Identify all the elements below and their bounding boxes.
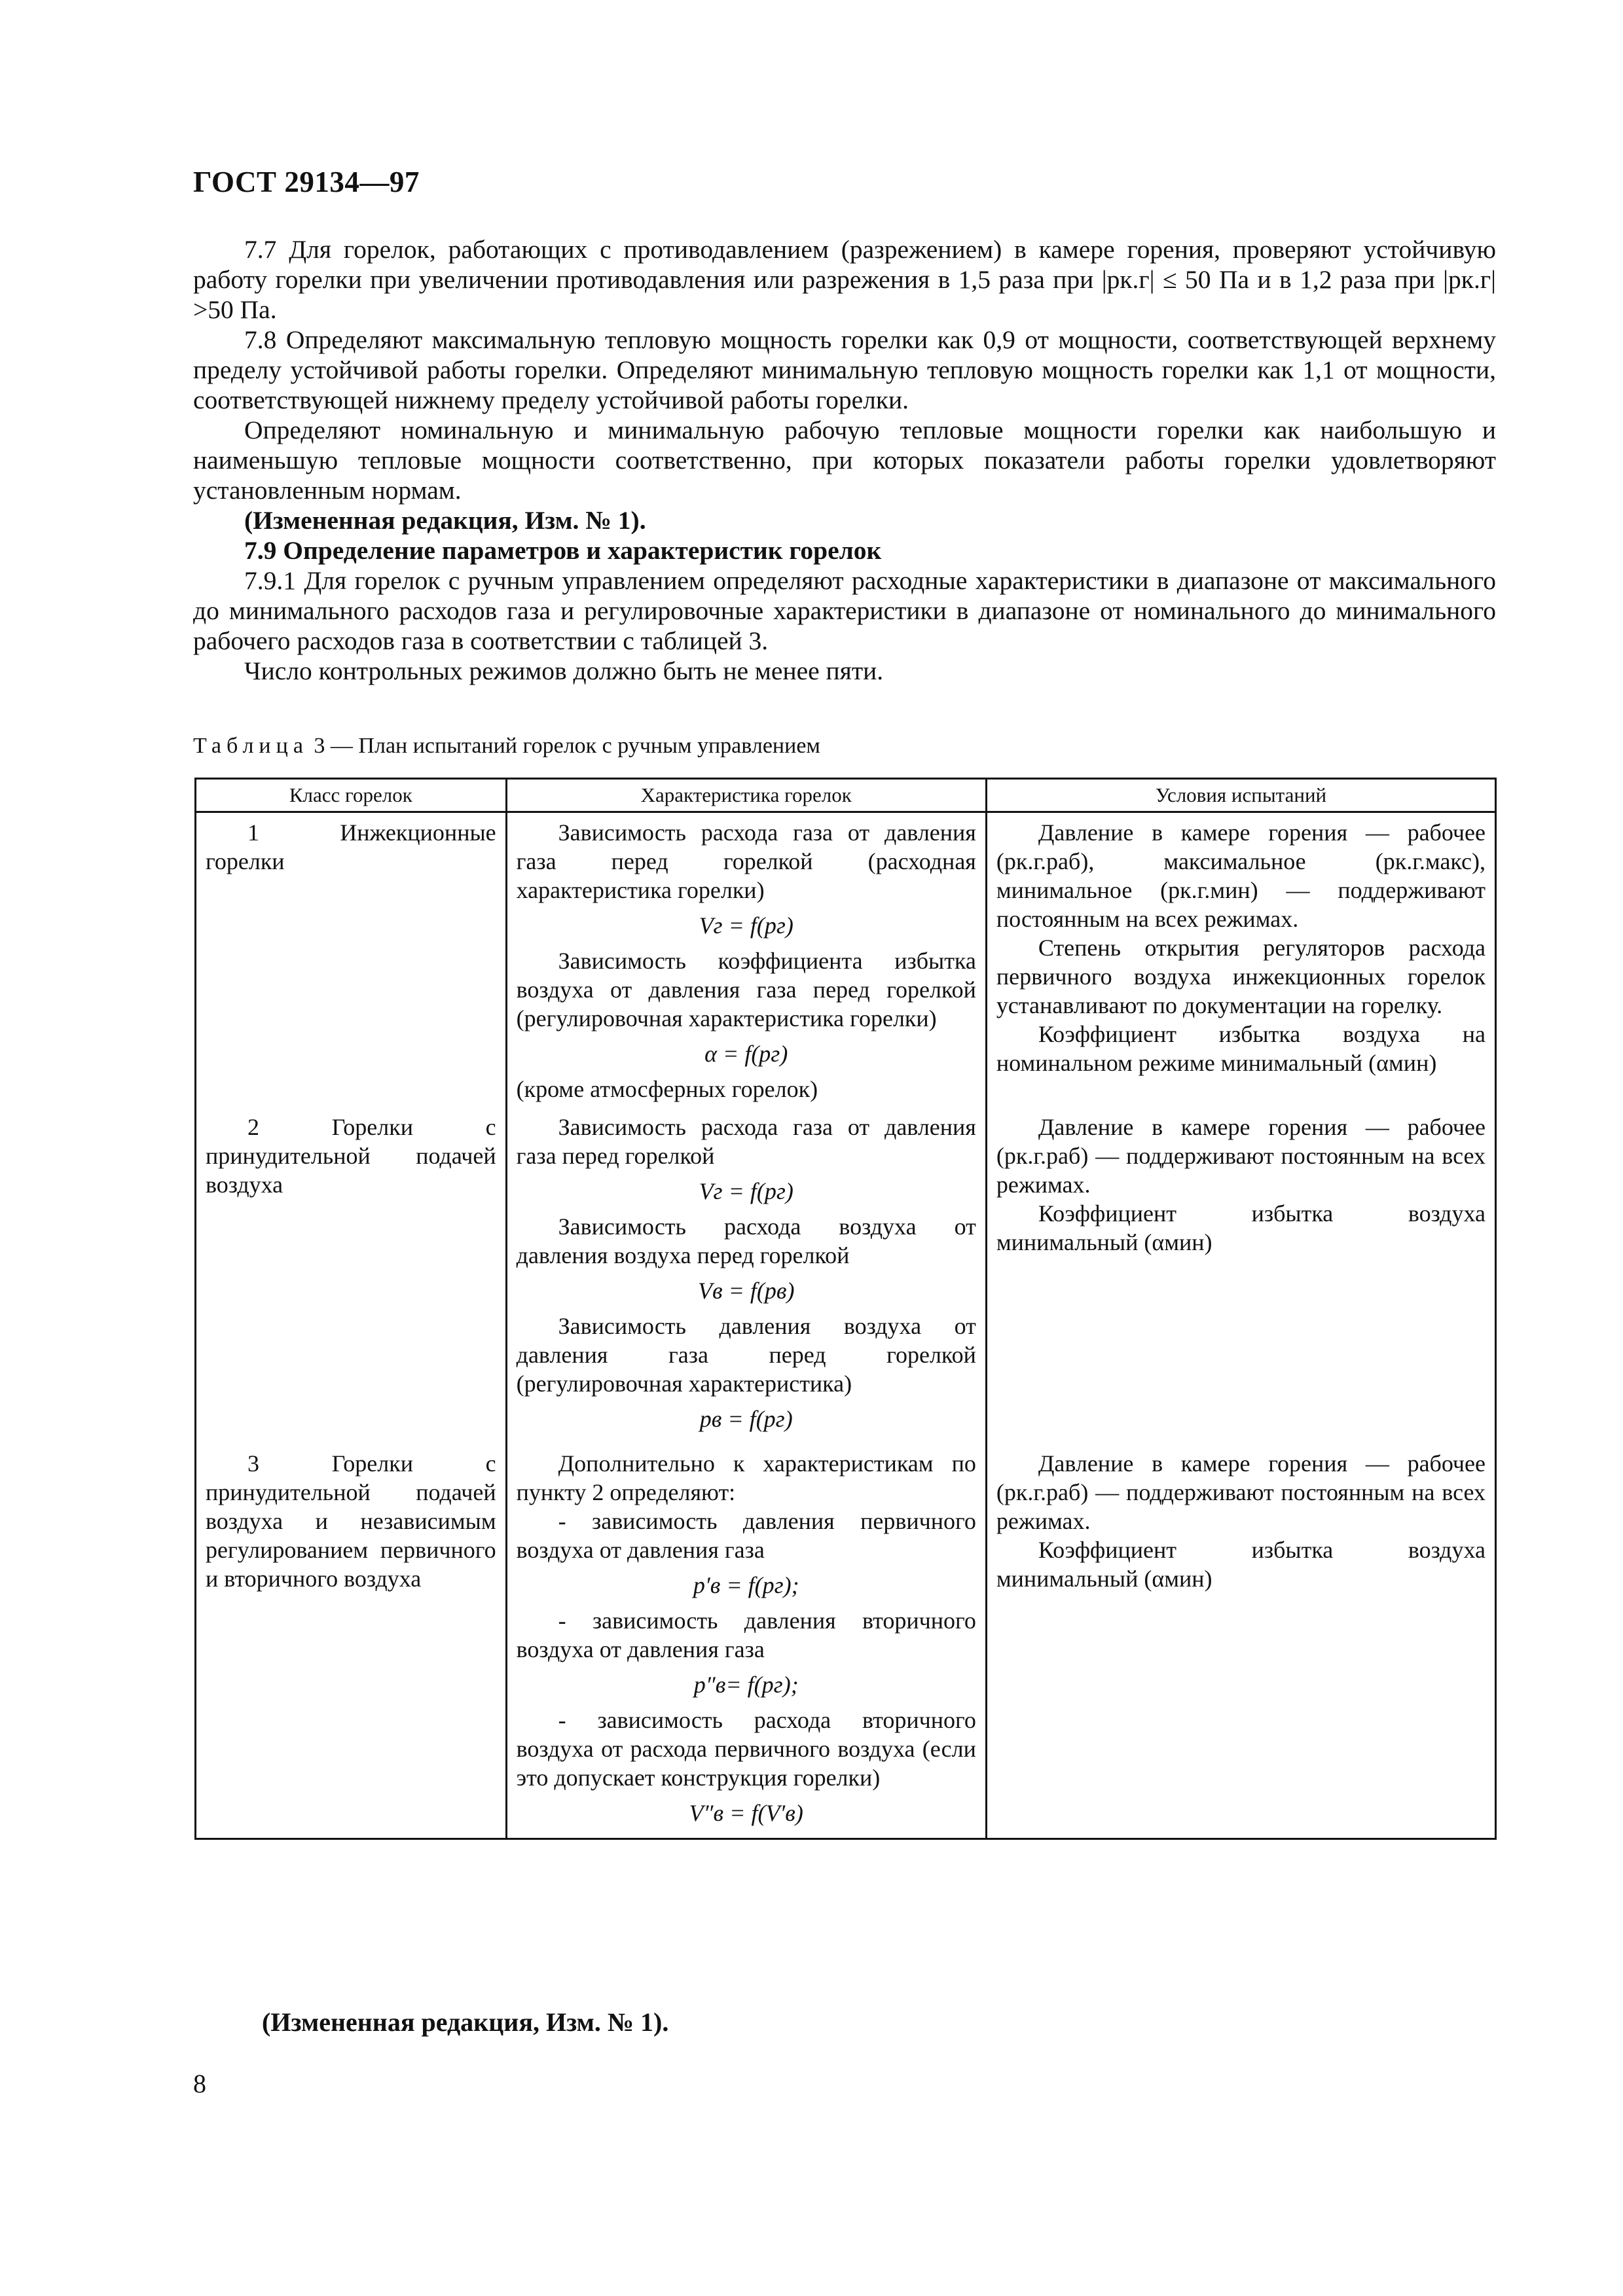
table-row xyxy=(196,1444,1496,1839)
characteristic-text: - зависимость давления первичного воздуха от давления газа xyxy=(516,1508,976,1563)
page-number: 8 xyxy=(193,2069,206,2098)
characteristic-cell xyxy=(506,1444,986,1839)
paragraph-7-9-1-cont: Число контрольных режимов должно быть не менее пяти. xyxy=(244,656,884,685)
characteristic-text: Зависимость давления воздуха от давления газа перед горелкой (регулировочная характеристика) xyxy=(516,1313,976,1397)
paragraph-7-8: 7.8 Определяют максимальную тепловую мощность горелки как 0,9 от мощности, соответствующей верхнему пределу устойчивой работы горелки. Определяют минимальную тепловую мощность горелки как 1,1 от мощности, соответствующей нижнему пределу устойчивой работы горелки. xyxy=(193,325,1496,414)
burner-class-cell xyxy=(196,812,507,1108)
conditions-cell xyxy=(986,1107,1495,1444)
document-header: ГОСТ 29134—97 xyxy=(193,166,420,198)
characteristic-cell xyxy=(506,1107,986,1444)
table-header-row xyxy=(196,779,1496,812)
column-header-class: Класс горелок xyxy=(196,779,507,812)
characteristic-text: Зависимость расхода газа от давления газа перед горелкой (расходная характеристика горелки) xyxy=(516,819,976,903)
burner-class-cell xyxy=(196,1107,507,1444)
conditions-cell xyxy=(986,812,1495,1108)
burner-class-cell xyxy=(196,1444,507,1839)
formula: p″в= f(pг); xyxy=(693,1672,799,1698)
formula: α = f(pг) xyxy=(704,1041,788,1067)
characteristic-note: (кроме атмосферных горелок) xyxy=(516,1076,818,1102)
formula: Vг = f(pг) xyxy=(699,1178,793,1204)
formula: pв = f(pг) xyxy=(699,1406,793,1432)
table-row xyxy=(196,1107,1496,1444)
condition-text: Степень открытия регуляторов расхода первичного воздуха инжекционных горелок устанавливают по документации на горелку. xyxy=(996,935,1486,1018)
burner-class-label: 2 Горелки с принудительной подачей воздуха xyxy=(206,1114,496,1198)
body-text xyxy=(193,234,1496,686)
condition-text: Коэффициент избытка воздуха на номинальном режиме минимальный (αмин) xyxy=(996,1021,1486,1076)
paragraph-7-8-cont: Определяют номинальную и минимальную рабочую тепловые мощности горелки как наибольшую и наименьшую тепловые мощности соответственно, при которых показатели работы горелки удовлетворяют установленным нормам. xyxy=(193,416,1496,505)
burner-class-label: 1 Инжекционные горелки xyxy=(206,819,496,874)
table-caption xyxy=(193,733,820,759)
characteristic-cell xyxy=(506,812,986,1108)
table-caption-title: 3 — План испытаний горелок с ручным управлением xyxy=(314,734,820,758)
formula: Vв = f(pв) xyxy=(697,1278,795,1304)
conditions-cell xyxy=(986,1444,1495,1839)
column-header-characteristic: Характеристика горелок xyxy=(506,779,986,812)
condition-text: Коэффициент избытка воздуха минимальный (αмин) xyxy=(996,1200,1486,1255)
test-plan-table xyxy=(194,778,1497,1840)
formula: p′в = f(pг); xyxy=(693,1572,799,1598)
amendment-note-footer: (Измененная редакция, Изм. № 1). xyxy=(262,2007,669,2037)
condition-text: Коэффициент избытка воздуха минимальный (αмин) xyxy=(996,1537,1486,1592)
burner-class-label: 3 Горелки с принудительной подачей воздуха и независимым регулированием первичного и вторичного воздуха xyxy=(206,1450,496,1592)
formula: V″в = f(V′в) xyxy=(689,1800,803,1826)
table-row xyxy=(196,812,1496,1108)
characteristic-text: Дополнительно к характеристикам по пункту 2 определяют: xyxy=(516,1450,976,1505)
characteristic-text: Зависимость расхода газа от давления газа перед горелкой xyxy=(516,1114,976,1169)
condition-text: Давление в камере горения — рабочее (pк.г.раб) — поддерживают постоянным на всех режимах. xyxy=(996,1114,1486,1198)
characteristic-text: - зависимость расхода вторичного воздуха от расхода первичного воздуха (если это допускает конструкция горелки) xyxy=(516,1707,976,1791)
amendment-note: (Измененная редакция, Изм. № 1). xyxy=(244,506,646,535)
characteristic-text: Зависимость коэффициента избытка воздуха от давления газа перед горелкой (регулировочная характеристика горелки) xyxy=(516,948,976,1031)
table-caption-prefix: Таблица xyxy=(193,734,308,758)
condition-text: Давление в камере горения — рабочее (pк.г.раб) — поддерживают постоянным на всех режимах. xyxy=(996,1450,1486,1534)
section-heading-7-9: 7.9 Определение параметров и характеристик горелок xyxy=(244,536,882,565)
paragraph-7-7: 7.7 Для горелок, работающих с противодавлением (разрежением) в камере горения, проверяют устойчивую работу горелки при увеличении противодавления или разрежения в 1,5 раза при |pк.г| ≤ 50 Па и в 1,2 раза при |pк.г| >50 Па. xyxy=(193,235,1496,324)
condition-text: Давление в камере горения — рабочее (pк.г.раб), максимальное (pк.г.макс), минимальное (pк.г.мин) — поддерживают постоянным на всех режимах. xyxy=(996,819,1486,932)
characteristic-text: Зависимость расхода воздуха от давления воздуха перед горелкой xyxy=(516,1213,976,1268)
formula: Vг = f(pг) xyxy=(699,912,793,939)
paragraph-7-9-1: 7.9.1 Для горелок с ручным управлением определяют расходные характеристики в диапазоне от максимального до минимального расходов газа и регулировочные характеристики в диапазоне от номинального до минимального рабочего расходов газа в соответствии с таблицей 3. xyxy=(193,566,1496,655)
column-header-conditions: Условия испытаний xyxy=(986,779,1495,812)
characteristic-text: - зависимость давления вторичного воздуха от давления газа xyxy=(516,1607,976,1662)
